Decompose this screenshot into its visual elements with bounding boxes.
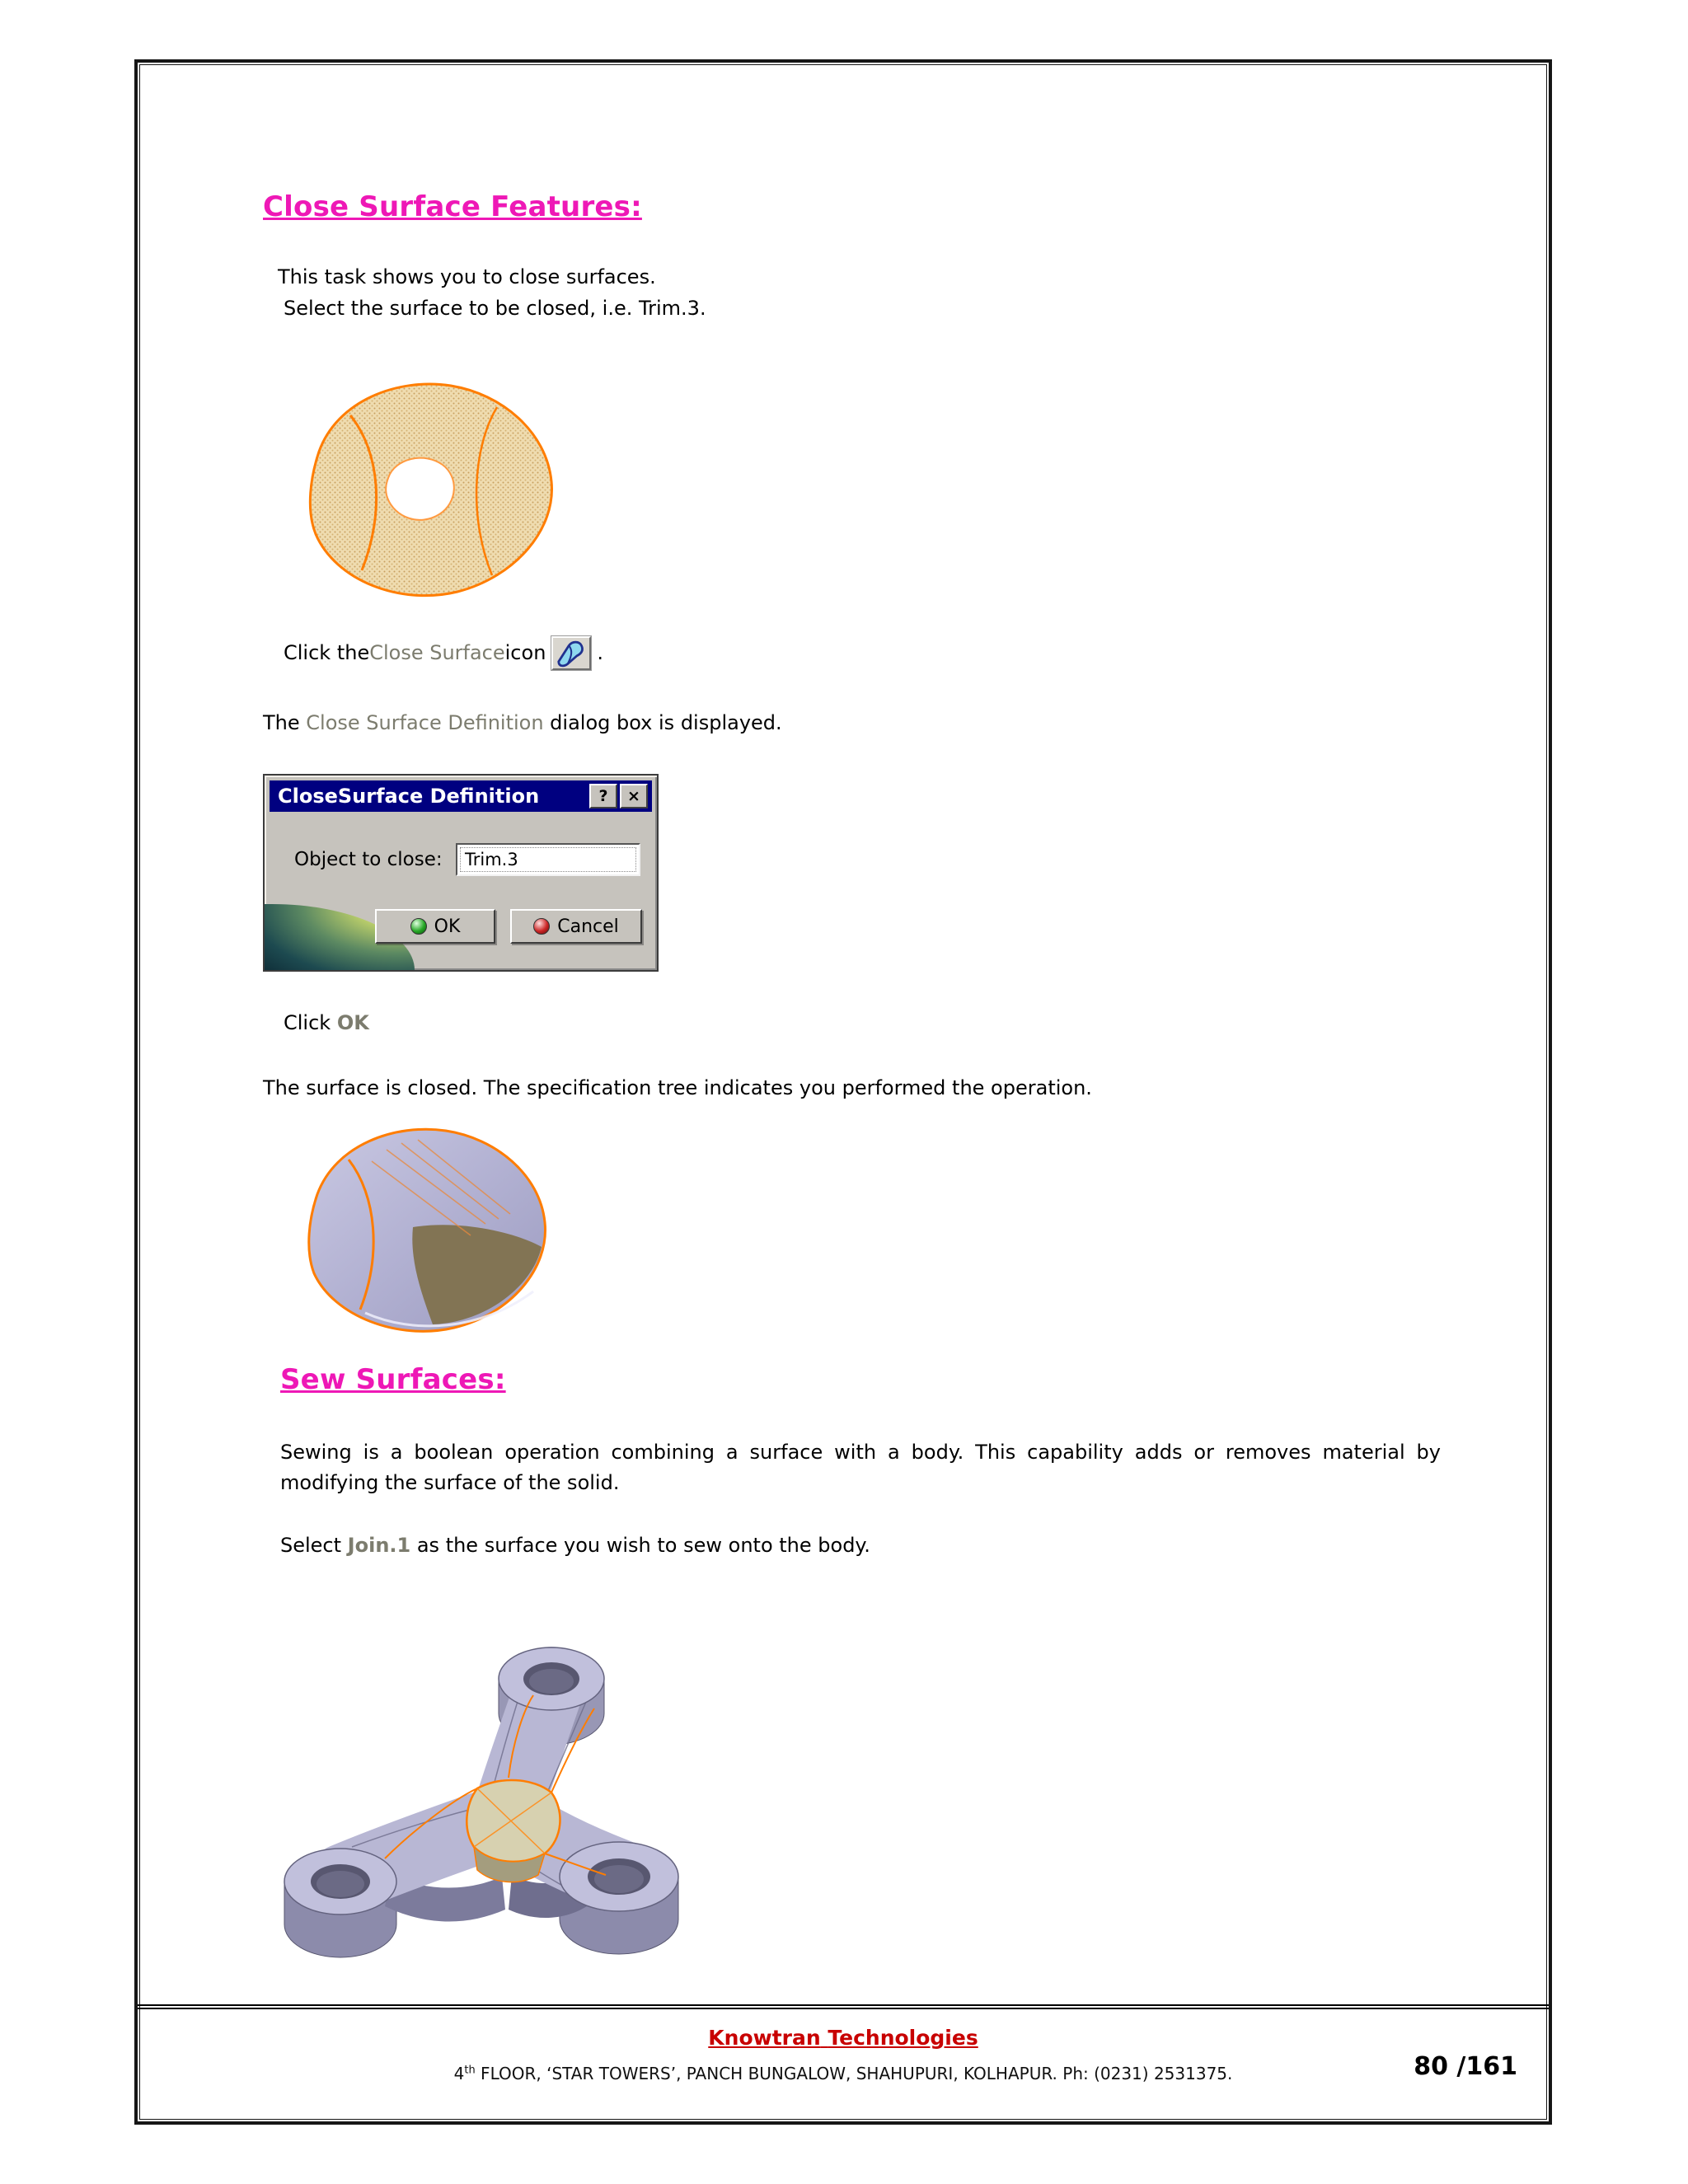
dialog-titlebar-buttons — [589, 784, 648, 808]
dialog-line-post: dialog box is displayed. — [543, 711, 782, 734]
join1-term: Join.1 — [347, 1534, 411, 1557]
surface-closed-result-line: The surface is closed. The specification tree indicates you performed the operation. — [263, 1076, 1092, 1099]
section-title-sew-surfaces: Sew Surfaces: — [280, 1363, 506, 1396]
sew-body-part-image — [261, 1603, 700, 2002]
closed-surface-svg — [289, 1118, 574, 1344]
ok-term: OK — [336, 1011, 369, 1034]
footer-address-ordinal: th — [464, 2064, 476, 2077]
close-surface-definition-term: Close Surface Definition — [306, 711, 544, 734]
open-surface-image — [289, 373, 574, 612]
dialog-line-pre: The — [263, 711, 307, 734]
object-to-close-label: Object to close: — [294, 849, 443, 870]
click-line-pre: Click the — [284, 640, 370, 664]
dialog-ok-button[interactable] — [375, 909, 495, 944]
close-surface-icon-button[interactable] — [551, 636, 591, 670]
dialog-title: CloseSurface Definition — [278, 785, 540, 808]
ok-green-sphere-icon — [410, 918, 427, 935]
footer-address-rest: FLOOR, ‘STAR TOWERS’, PANCH BUNGALOW, SHAHUPURI, KOLHAPUR. Ph: (0231) 2531375. — [475, 2064, 1233, 2083]
dialog-cancel-button[interactable] — [510, 909, 642, 944]
close-surface-definition-dialog — [263, 774, 659, 972]
dialog-titlebar — [270, 780, 652, 812]
footer-address — [138, 2064, 1549, 2083]
footer-address-number: 4 — [453, 2064, 465, 2083]
click-close-surface-line — [284, 636, 603, 670]
object-to-close-field[interactable] — [456, 843, 640, 876]
footer-company-word1: Knowtran — [708, 2026, 821, 2050]
dialog-body — [270, 812, 652, 965]
footer-separator — [138, 2004, 1549, 2009]
intro-line-2: Select the surface to be closed, i.e. Trim.3. — [284, 297, 706, 320]
click-line-end: . — [597, 640, 604, 664]
cancel-button-label: Cancel — [557, 916, 619, 937]
click-line-mid: icon — [504, 640, 546, 664]
section-title-close-surface-features: Close Surface Features: — [263, 190, 642, 223]
ok-line-pre: Click — [284, 1011, 337, 1034]
object-to-close-value: Trim.3 — [460, 847, 636, 872]
dialog-close-button[interactable]: × — [620, 784, 648, 808]
closed-surface-image — [289, 1118, 574, 1347]
select-join-line — [280, 1533, 870, 1558]
footer-company-name — [138, 2026, 1549, 2050]
close-surface-icon — [554, 639, 588, 668]
open-surface-svg — [289, 373, 574, 609]
cancel-red-sphere-icon — [533, 918, 550, 935]
close-surface-term: Close Surface — [369, 640, 505, 664]
dialog-help-button[interactable]: ? — [589, 784, 617, 808]
intro-line-1: This task shows you to close surfaces. — [278, 265, 656, 288]
footer-company-word2: Technologies — [828, 2026, 978, 2050]
dialog-actions-row — [270, 909, 652, 945]
click-ok-line — [284, 1010, 369, 1036]
select-line-post: as the surface you wish to sew onto the body. — [410, 1534, 870, 1557]
sew-description: Sewing is a boolean operation combining a surface with a body. This capability adds or removes material by modifying the surface of the solid. — [280, 1441, 1441, 1495]
sew-body-part-svg — [261, 1603, 700, 1999]
page-border — [134, 59, 1552, 2125]
dialog-displayed-line — [263, 710, 782, 736]
select-line-pre: Select — [280, 1534, 348, 1557]
page-number: 80 /161 — [1414, 2052, 1517, 2081]
ok-button-label: OK — [434, 916, 461, 937]
